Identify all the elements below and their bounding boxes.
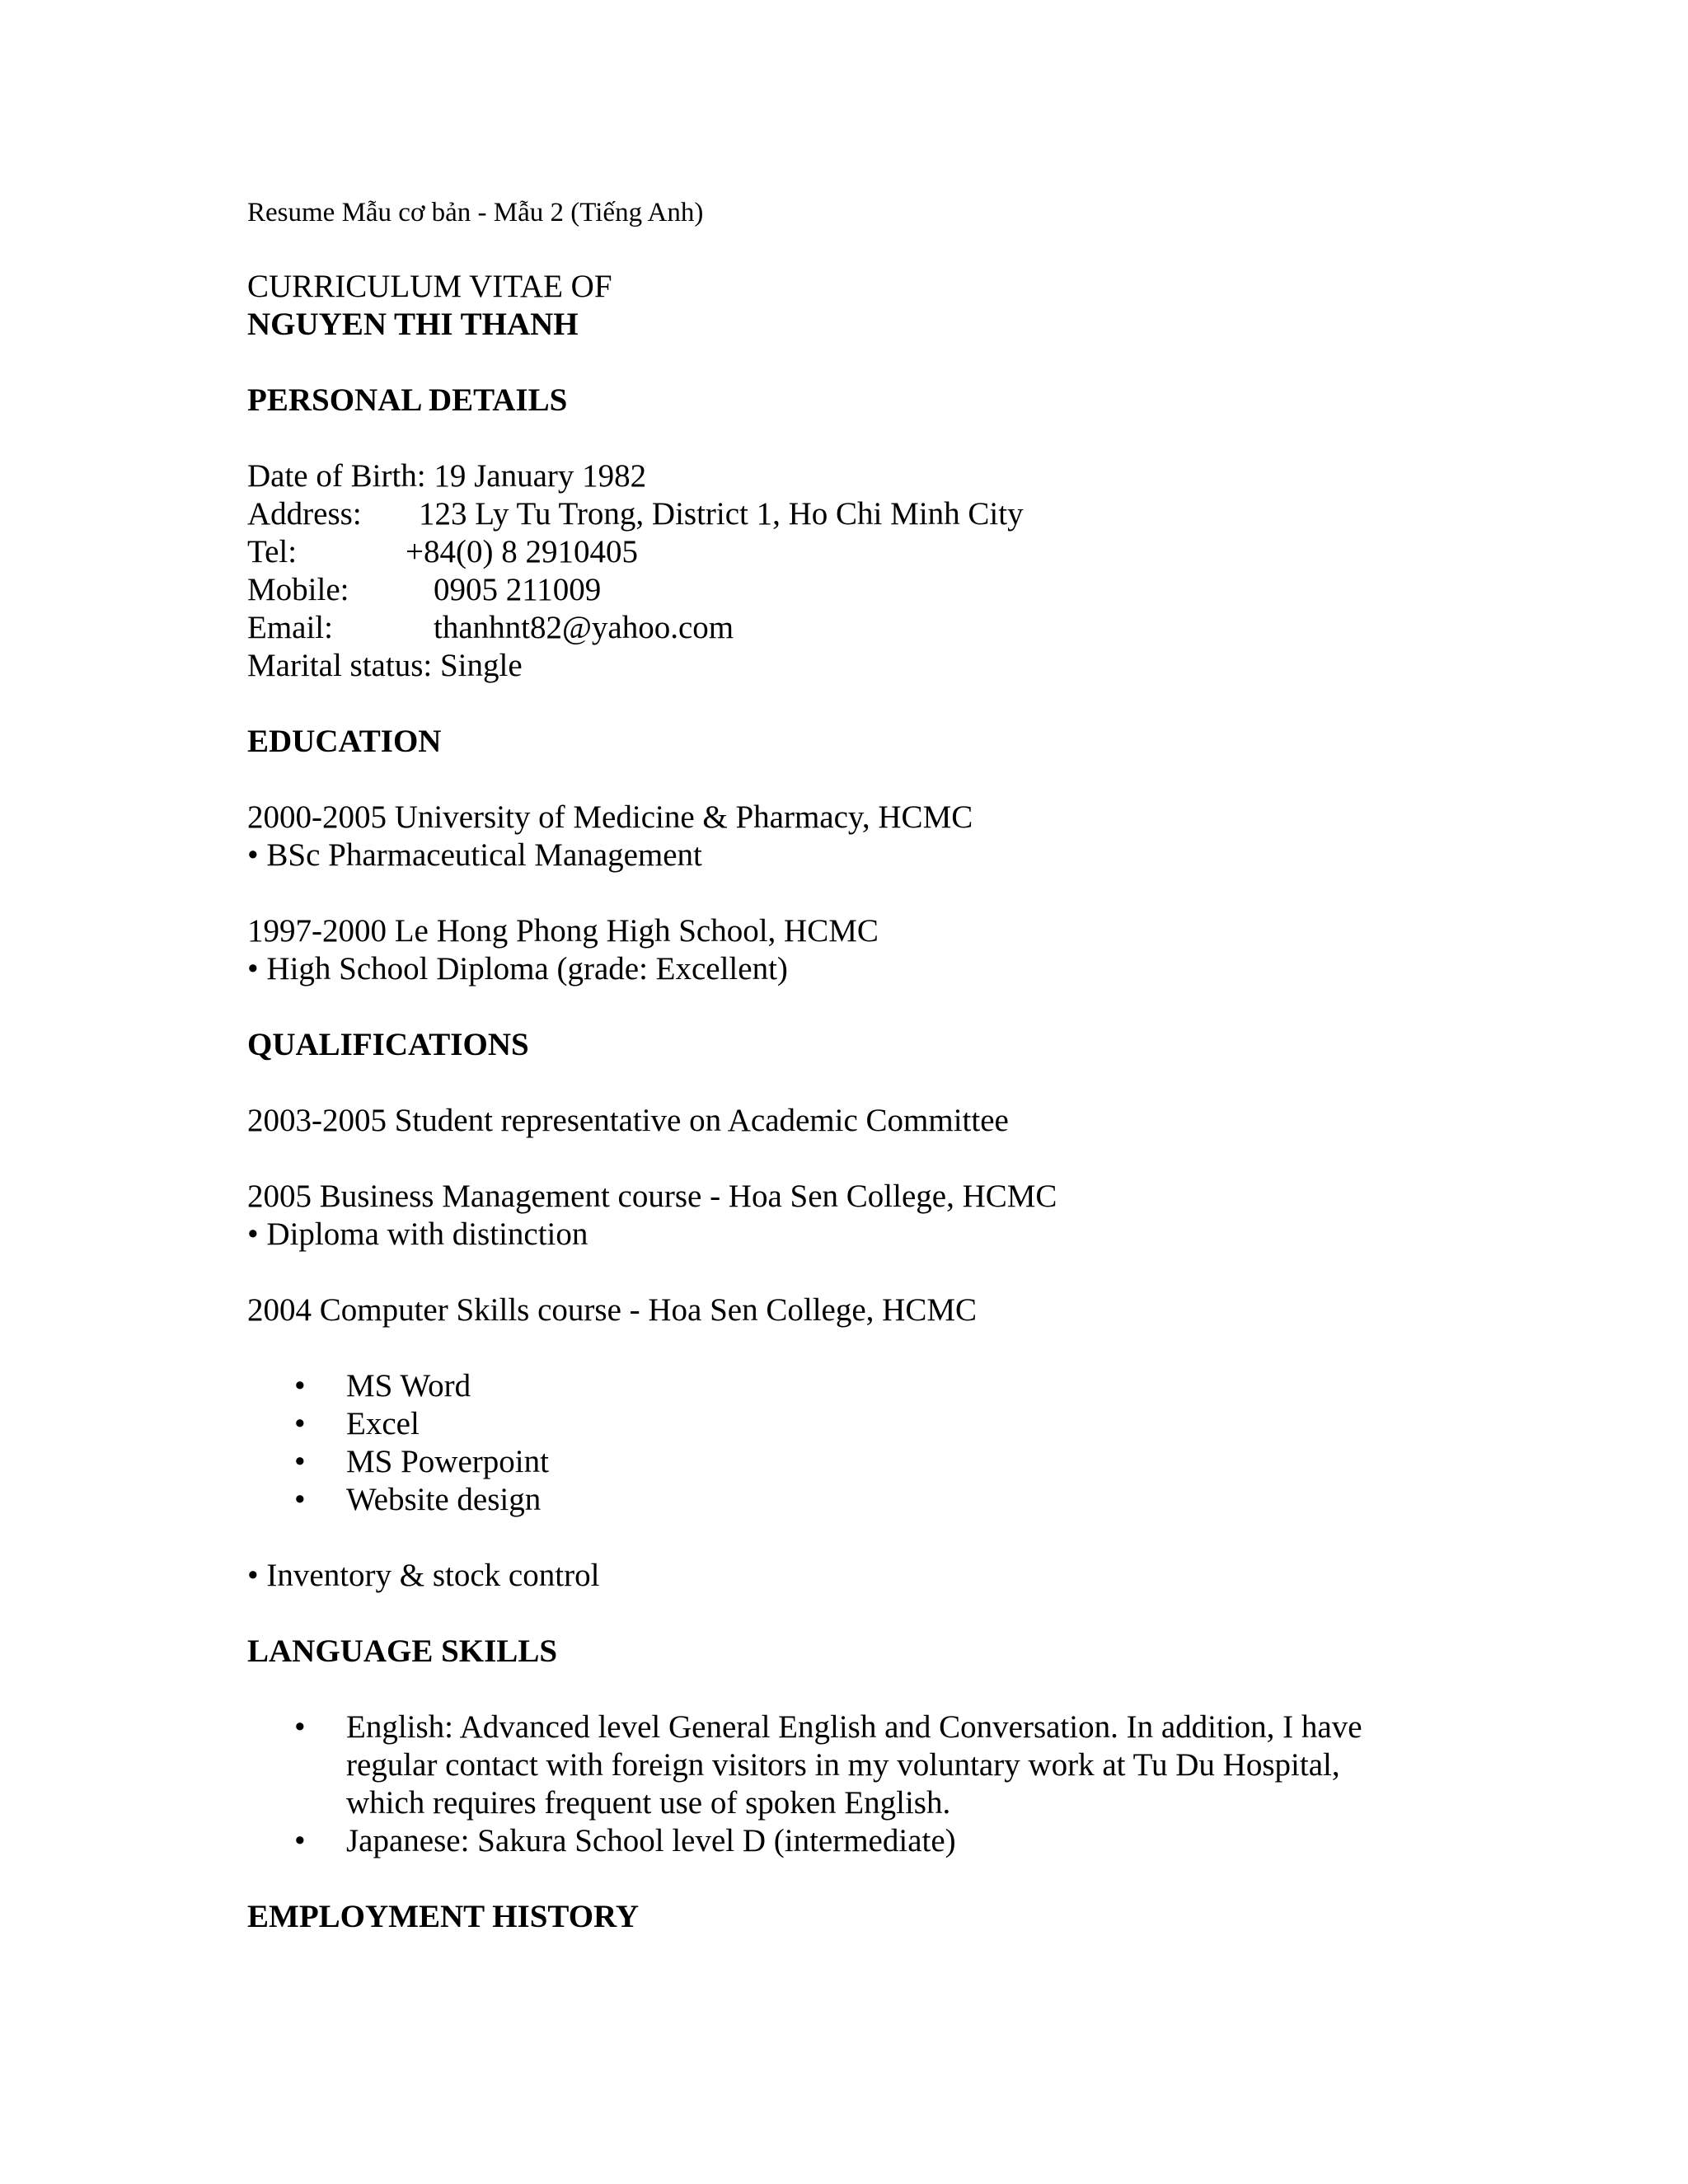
qualification-business-course: 2005 Business Management course - Hoa Sen College, HCMC (247, 1179, 1057, 1214)
email-value: thanhnt82@yahoo.com (434, 610, 734, 645)
address-label: Address: (247, 496, 362, 532)
education-detail-highschool: • High School Diploma (grade: Excellent) (247, 951, 788, 987)
personal-details-heading: PERSONAL DETAILS (247, 382, 568, 418)
education-entry-highschool: 1997-2000 Le Hong Phong High School, HCMC (247, 913, 879, 949)
skill-website-design: Website design (346, 1482, 542, 1517)
qualifications-heading: QUALIFICATIONS (247, 1027, 529, 1062)
tel-row (247, 533, 1401, 571)
employment-history-heading: EMPLOYMENT HISTORY (247, 1899, 640, 1934)
bullet-icon: • (294, 1406, 306, 1441)
education-entry-university: 2000-2005 University of Medicine & Pharmacy, HCMC (247, 799, 973, 835)
bullet-icon: • (294, 1444, 306, 1479)
education-detail-university: • BSc Pharmaceutical Management (247, 837, 702, 873)
mobile-row (247, 571, 1401, 609)
education-heading: EDUCATION (247, 724, 442, 759)
list-item (247, 1443, 907, 1481)
header-note: Resume Mẫu cơ bản - Mẫu 2 (Tiếng Anh) (247, 198, 704, 227)
list-item (247, 1405, 907, 1443)
marital-status: Marital status: Single (247, 648, 523, 683)
qualification-business-detail: • Diploma with distinction (247, 1216, 588, 1252)
bullet-icon: • (294, 1709, 306, 1745)
bullet-icon: • (294, 1368, 306, 1404)
language-skills-heading: LANGUAGE SKILLS (247, 1633, 558, 1669)
list-item (247, 1708, 1648, 1822)
list-item (247, 1481, 907, 1519)
skill-ms-powerpoint: MS Powerpoint (346, 1444, 549, 1479)
skill-ms-word: MS Word (346, 1368, 471, 1404)
language-japanese: Japanese: Sakura School level D (intermediate) (346, 1823, 956, 1858)
bullet-icon: • (294, 1823, 306, 1858)
skill-excel: Excel (346, 1406, 420, 1441)
qualification-inventory: • Inventory & stock control (247, 1558, 600, 1593)
language-english-line-1: English: Advanced level General English and Conversation. In addition, I have (346, 1709, 1362, 1745)
mobile-value: 0905 211009 (434, 572, 602, 607)
list-item (247, 1367, 907, 1405)
cv-title: CURRICULUM VITAE OF (247, 269, 612, 304)
cv-name: NGUYEN THI THANH (247, 307, 579, 342)
date-of-birth: Date of Birth: 19 January 1982 (247, 458, 647, 494)
email-row (247, 609, 1401, 647)
tel-value: +84(0) 8 2910405 (406, 534, 638, 569)
email-label: Email: (247, 610, 333, 645)
language-english-line-2: regular contact with foreign visitors in my voluntary work at Tu Du Hospital, (346, 1747, 1340, 1783)
address-value: 123 Ly Tu Trong, District 1, Ho Chi Minh City (419, 496, 1024, 532)
qualification-student-rep: 2003-2005 Student representative on Academic Committee (247, 1103, 1009, 1138)
address-row (247, 495, 1401, 533)
bullet-icon: • (294, 1482, 306, 1517)
mobile-label: Mobile: (247, 572, 349, 607)
tel-label: Tel: (247, 534, 298, 569)
language-english-line-3: which requires frequent use of spoken English. (346, 1785, 951, 1821)
qualification-computer-course: 2004 Computer Skills course - Hoa Sen College, HCMC (247, 1292, 978, 1328)
list-item (247, 1822, 1648, 1860)
